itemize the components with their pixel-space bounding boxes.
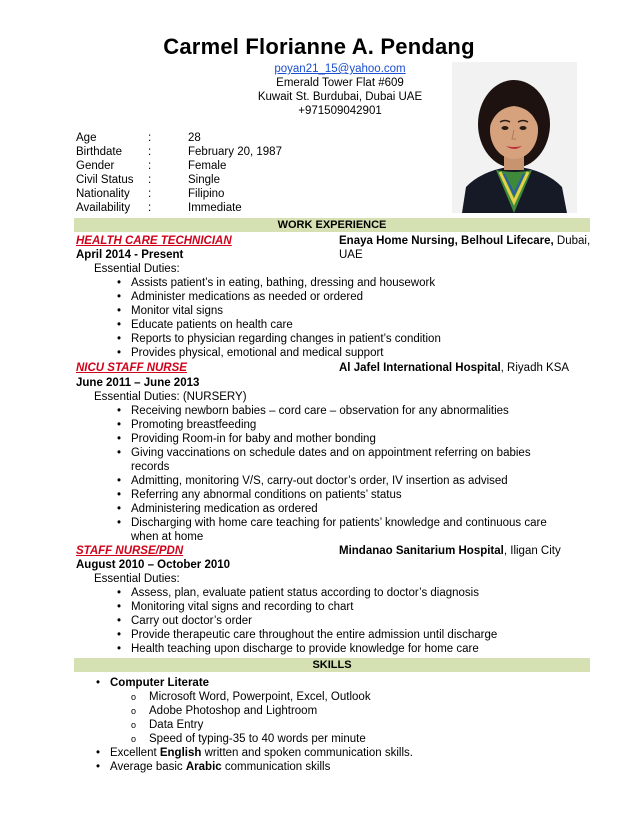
job-title: STAFF NURSE/PDN (76, 545, 184, 557)
info-row: Availability : Immediate (76, 202, 242, 214)
job-employer: Mindanao Sanitarium Hospital, Iligan City (339, 545, 561, 557)
applicant-name: Carmel Florianne A. Pendang (163, 34, 475, 59)
phone-number: +971509042901 (298, 105, 382, 117)
resume-page: Carmel Florianne A. Pendang poyan21_15@yahoo.com Emerald Tower Flat #609 Kuwait St. Burdubai, Dubai UAE +971509042901 Age : 28 Birthdate : February 20, 1987 Gender : Female Civil Status : Single Nationality : Filipino Availability : Immediate WORK EXPERIENCE HEALTH CARE TECHNICIAN Enaya Home Nursing, Belhoul Lifecare, Dubai, April 2014 - Present UAE Essential Duties: • Assists patient’s in eating, bathing, dressing and housework • Administer medications as needed or ordered • Monitor vital signs • Educate patients on health care • Reports to physician regarding changes in patient’s condition • Provides physical, emotional and medical support NICU STAFF NURSE Al Jafel International Hospital, Riyadh KSA June 2011 – June 2013 Essential Duties: (NURSERY) • Receiving newborn babies – cord care – observation for any abnormalities • Promoting breastfeeding • Providing Room-in for baby and mother bonding • Giving vaccinations on schedule dates and on appointment referring on babies records • Admitting, monitoring V/S, carry-out doctor’s order, IV insertion as advised • Referring any abnormal conditions on patients’ status • Administering medication as ordered • Discharging with home care teaching for patients’ knowledge and continuous care when at home STAFF NURSE/PDN Mindanao Sanitarium Hospital, Iligan City August 2010 – October 2010 Essential Duties: • Assess, plan, evaluate patient status according to doctor’s diagnosis • Monitoring vital signs and recording to chart • Carry out doctor’s order • Provide therapeutic care throughout the entire admission until discharge • Health teaching upon discharge to provide knowledge for home care SKILLS • Computer Literate o Microsoft Word, Powerpoint, Excel, Outlook o Adobe Photoshop and Lightroom o Data Entry o Speed of typing-35 to 40 words per minute • Excellent English written and spoken communication skills. • Average basic Arabic communication skills (0, 0, 638, 826)
duties-label: Essential Duties: (94, 263, 180, 275)
duties-label: Essential Duties: (NURSERY) (94, 391, 247, 403)
info-row: Nationality : Filipino (76, 188, 225, 200)
duties-label: Essential Duties: (94, 573, 180, 585)
personal-info (76, 131, 286, 215)
info-row: Civil Status : Single (76, 174, 220, 186)
job-title: NICU STAFF NURSE (76, 362, 187, 374)
address-line-2: Kuwait St. Burdubai, Dubai UAE (257, 91, 423, 103)
skills-heading: SKILLS (74, 658, 590, 672)
job-dates: April 2014 - Present (76, 249, 184, 261)
info-row: Gender : Female (76, 160, 227, 172)
info-row: Birthdate : February 20, 1987 (76, 146, 282, 158)
job-employer: Al Jafel International Hospital, Riyadh KSA (339, 362, 570, 374)
job-location: UAE (339, 249, 363, 261)
info-row: Age : 28 (76, 132, 201, 144)
address-line-1: Emerald Tower Flat #609 (276, 77, 404, 89)
applicant-photo (452, 62, 577, 213)
job-title: HEALTH CARE TECHNICIAN (76, 235, 232, 247)
email-link[interactable]: poyan21_15@yahoo.com (274, 63, 406, 75)
work-experience-heading: WORK EXPERIENCE (74, 218, 590, 232)
job-employer: Enaya Home Nursing, Belhoul Lifecare, Dubai, (339, 235, 591, 247)
job-dates: August 2010 – October 2010 (76, 559, 231, 571)
job-dates: June 2011 – June 2013 (76, 377, 200, 389)
